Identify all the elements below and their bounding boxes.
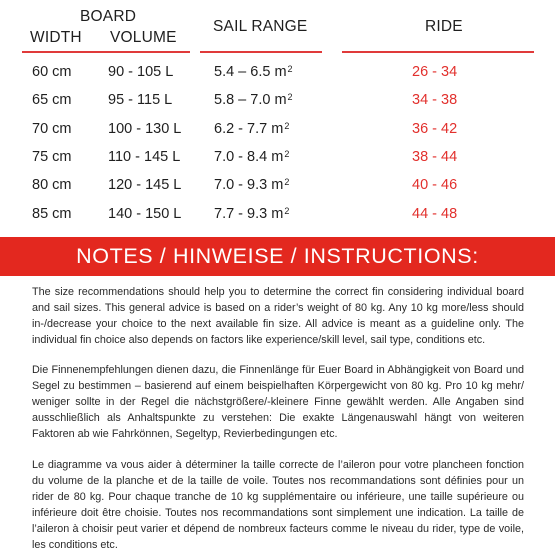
unit-superscript: 2 (284, 149, 290, 159)
cell-width: 85 cm (32, 206, 72, 222)
unit-superscript: 2 (287, 64, 293, 74)
cell-ride: 26 - 34 (412, 64, 458, 80)
sail-value: 6.2 - 7.7 m (214, 121, 284, 137)
cell-width: 75 cm (32, 149, 72, 165)
header-rule-ride (342, 51, 534, 53)
cell-sail-range (214, 92, 293, 108)
cell-width: 65 cm (32, 92, 72, 108)
cell-width: 80 cm (32, 177, 72, 193)
notes-french: Le diagramme va vous aider à déterminer la taille correcte de l’aileron pour votre plancheen fonction du volume de la planche et de la taille de voile. Toutes nos recommandations sont définies pour un rider de 80 kg. Pour chaque tranche de 10 kg supplémentaire ou inférieure, une taille supérieure ou inférieure doit être choisie. Toutes nos recommandations sont simplement une indication. La taille de l’aileron à choisir peut varier et dépend de nombreux facteurs comme le niveau du rider, type de voile, les conditions etc. (32, 459, 524, 551)
cell-width: 60 cm (32, 64, 72, 80)
table-row (0, 121, 555, 143)
cell-ride: 40 - 46 (412, 177, 458, 193)
notes-german: Die Finnenempfehlungen dienen dazu, die Finnenlänge für Euer Board in Abhängigkeit von Board und Segel zu bestimmen – basierend auf einem beispielhaften Körpergewicht von 80 kg. Pro 10 kg mehr/ weniger sollte in der Regel die nächstgrößere/-kleinere Finne gewählt werden. Alle Angaben sind ausschließlich als Anhaltspunkte zu verstehen: Die exakte Längenauswahl hängt von weiteren Faktoren ab wie Fahrkönnen, Segeltyp, Revierbedingungen etc. (32, 364, 524, 440)
cell-volume: 110 - 145 L (108, 149, 181, 165)
cell-volume: 95 - 115 L (108, 92, 173, 108)
header-sail-range: SAIL RANGE (213, 18, 308, 35)
cell-volume: 120 - 145 L (108, 177, 182, 193)
table-row (0, 92, 555, 114)
cell-ride: 36 - 42 (412, 121, 458, 137)
unit-superscript: 2 (287, 92, 293, 102)
cell-sail-range (214, 177, 290, 193)
sail-value: 7.0 - 9.3 m (214, 177, 284, 193)
cell-volume: 140 - 150 L (108, 206, 182, 222)
cell-ride: 34 - 38 (412, 92, 458, 108)
table-row (0, 64, 555, 86)
cell-ride: 38 - 44 (412, 149, 458, 165)
table-row (0, 206, 555, 228)
cell-width: 70 cm (32, 121, 72, 137)
sail-value: 5.4 – 6.5 m (214, 64, 287, 80)
cell-sail-range (214, 206, 290, 222)
unit-superscript: 2 (284, 206, 290, 216)
table-row (0, 149, 555, 171)
cell-ride: 44 - 48 (412, 206, 458, 222)
header-board: BOARD (80, 8, 137, 25)
cell-sail-range (214, 121, 290, 137)
sail-value: 5.8 – 7.0 m (214, 92, 287, 108)
header-rule-board (22, 51, 190, 53)
cell-sail-range (214, 149, 290, 165)
sail-value: 7.0 - 8.4 m (214, 149, 284, 165)
unit-superscript: 2 (284, 177, 290, 187)
header-rule-sail (200, 51, 322, 53)
notes-english: The size recommendations should help you to determine the correct fin considering individual board and sail sizes. This general advice is based on a rider’s weight of 80 kg. Any 10 kg more/less should in-/decrease your choice to the next available fin size. All advice is meant as a guideline only. The individual fin choice also depends on factors like experience/skill level, sail type, conditions etc. (32, 286, 524, 346)
cell-volume: 100 - 130 L (108, 121, 182, 137)
unit-superscript: 2 (284, 121, 290, 131)
header-ride: RIDE (425, 18, 463, 35)
header-volume: VOLUME (110, 29, 177, 46)
sail-value: 7.7 - 9.3 m (214, 206, 284, 222)
cell-volume: 90 - 105 L (108, 64, 174, 80)
cell-sail-range (214, 64, 293, 80)
notes-banner: NOTES / HINWEISE / INSTRUCTIONS: (0, 237, 555, 276)
header-width: WIDTH (30, 29, 82, 46)
table-row (0, 177, 555, 199)
